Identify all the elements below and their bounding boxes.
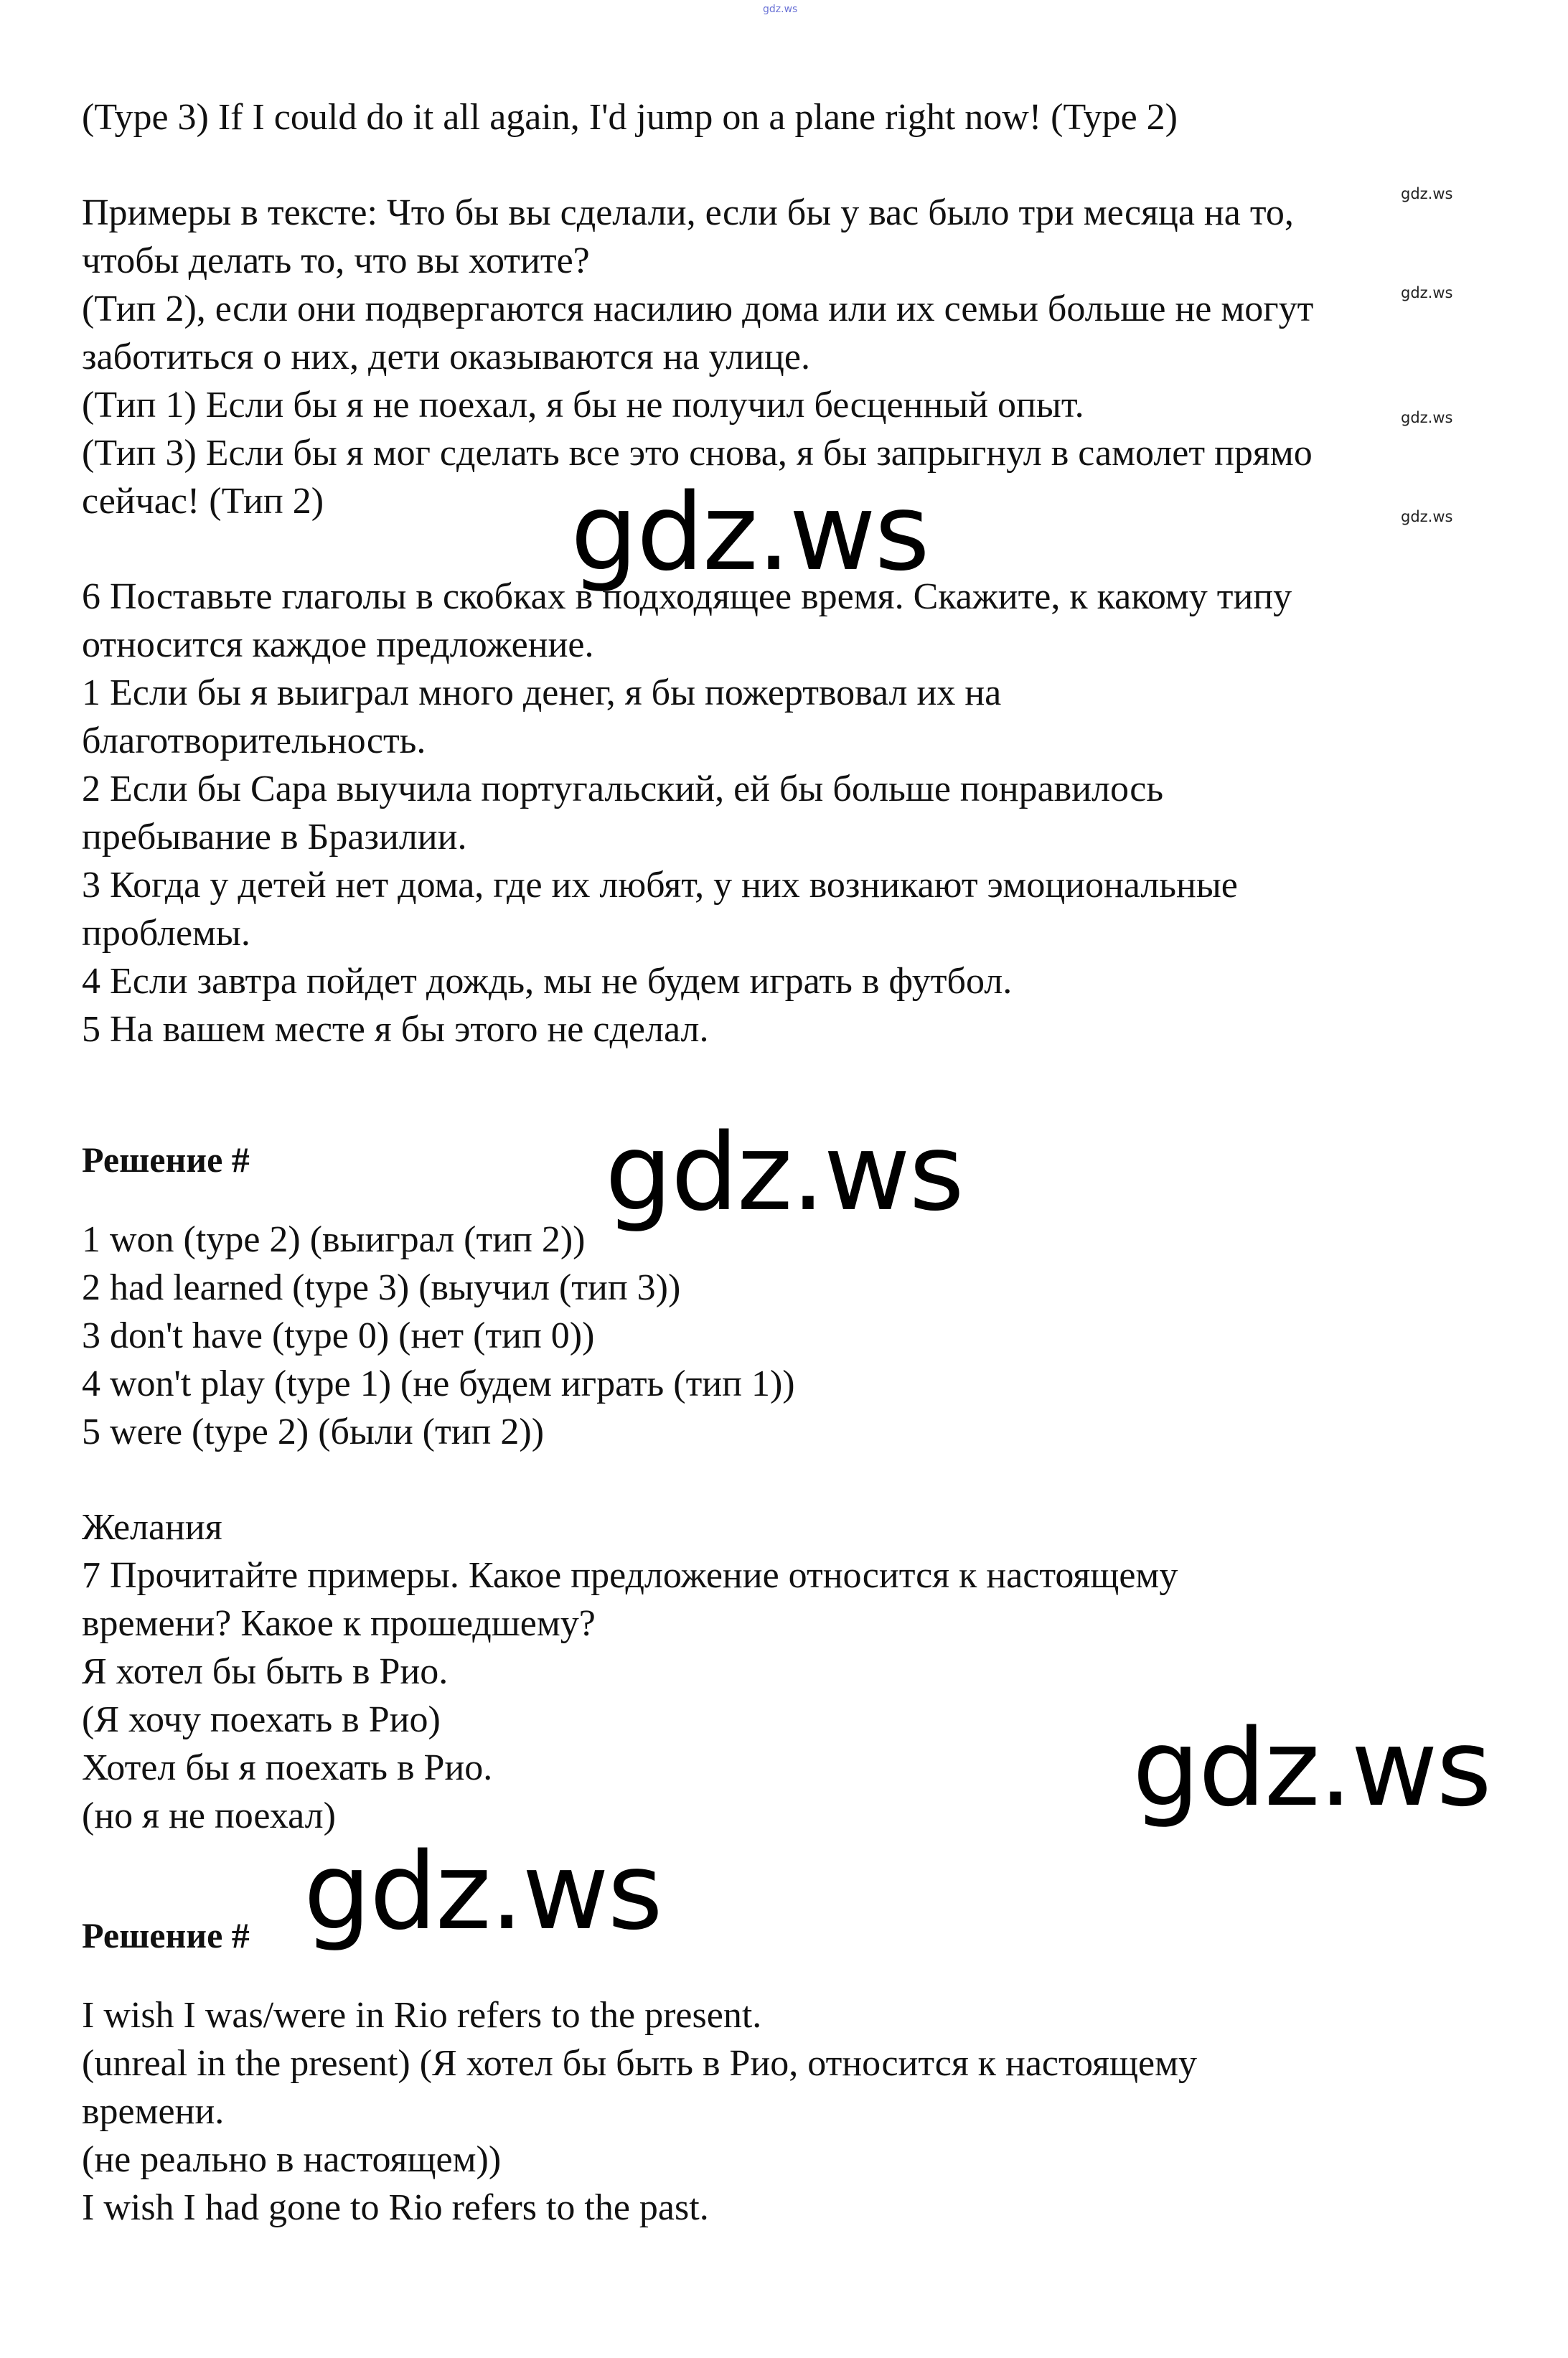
text-line: Хотел бы я поехать в Рио. xyxy=(82,1747,493,1788)
task-heading: 6 Поставьте глаголы в скобках в подходящее время. Скажите, к какому типу xyxy=(82,576,1292,617)
text-line: 4 Если завтра пойдет дождь, мы не будем играть в футбол. xyxy=(82,961,1013,1002)
text-line: благотворительность. xyxy=(82,720,426,761)
small-watermark: gdz.ws xyxy=(1401,508,1453,525)
text-line: пребывание в Бразилии. xyxy=(82,817,467,858)
text-line: относится каждое предложение. xyxy=(82,624,594,665)
text-line: проблемы. xyxy=(82,913,250,954)
answer-line: (unreal in the present) (Я хотел бы быть в Рио, относится к настоящему xyxy=(82,2043,1197,2084)
answer-line: I wish I had gone to Rio refers to the past. xyxy=(82,2187,709,2228)
text-line: Я хотел бы быть в Рио. xyxy=(82,1651,449,1692)
answer-line: 4 won't play (type 1) (не будем играть (тип 1)) xyxy=(82,1363,795,1404)
text-line: Примеры в тексте: Что бы вы сделали, если бы у вас было три месяца на то, xyxy=(82,192,1294,233)
answer-line: (не реально в настоящем)) xyxy=(82,2139,502,2180)
text-line: (Тип 3) Если бы я мог сделать все это снова, я бы запрыгнул в самолет прямо xyxy=(82,433,1313,474)
answer-line: 3 don't have (type 0) (нет (тип 0)) xyxy=(82,1315,595,1356)
large-watermark: gdz.ws xyxy=(1132,1706,1490,1830)
solution7-section xyxy=(82,1912,1488,2232)
small-watermark: gdz.ws xyxy=(1401,185,1453,202)
text-line: (но я не поехал) xyxy=(82,1795,336,1836)
text-line: 1 Если бы я выиграл много денег, я бы пожертвовал их на xyxy=(82,672,1002,713)
text-line: сейчас! (Тип 2) xyxy=(82,481,324,522)
large-watermark: gdz.ws xyxy=(304,1830,662,1953)
answer-line: 2 had learned (type 3) (выучил (тип 3)) xyxy=(82,1267,681,1308)
text-line: 3 Когда у детей нет дома, где их любят, у них возникают эмоциональные xyxy=(82,865,1238,906)
task-heading: 7 Прочитайте примеры. Какое предложение относится к настоящему xyxy=(82,1555,1178,1596)
solution-heading: Решение # xyxy=(82,1915,250,1955)
large-watermark: gdz.ws xyxy=(605,1111,963,1234)
answer-line: I wish I was/were in Rio refers to the present. xyxy=(82,1995,762,2036)
text-line: (Я хочу поехать в Рио) xyxy=(82,1699,441,1740)
text-line: чтобы делать то, что вы хотите? xyxy=(82,240,590,281)
text-line: (Тип 2), если они подвергаются насилию дома или их семьи больше не могут xyxy=(82,288,1314,329)
text-line: 5 На вашем месте я бы этого не сделал. xyxy=(82,1009,709,1050)
intro-section xyxy=(82,93,1488,141)
small-watermark: gdz.ws xyxy=(1401,409,1453,426)
answer-line: 1 won (type 2) (выиграл (тип 2)) xyxy=(82,1219,586,1260)
text-line: заботиться о них, дети оказываются на улице. xyxy=(82,337,810,377)
answer-line: 5 were (type 2) (были (тип 2)) xyxy=(82,1411,545,1452)
text-line: времени? Какое к прошедшему? xyxy=(82,1603,596,1644)
section-title: Желания xyxy=(82,1507,222,1548)
text-line: (Тип 1) Если бы я не поехал, я бы не получил бесценный опыт. xyxy=(82,385,1084,426)
text-line: 2 Если бы Сара выучила португальский, ей бы больше понравилось xyxy=(82,769,1164,809)
top-watermark: gdz.ws xyxy=(763,4,798,15)
small-watermark: gdz.ws xyxy=(1401,284,1453,301)
text-line: (Type 3) If I could do it all again, I'd jump on a plane right now! (Type 2) xyxy=(82,97,1178,138)
answer-line: времени. xyxy=(82,2091,225,2132)
large-watermark: gdz.ws xyxy=(571,471,929,594)
task6-section xyxy=(82,573,1488,1053)
solution-heading: Решение # xyxy=(82,1140,250,1180)
